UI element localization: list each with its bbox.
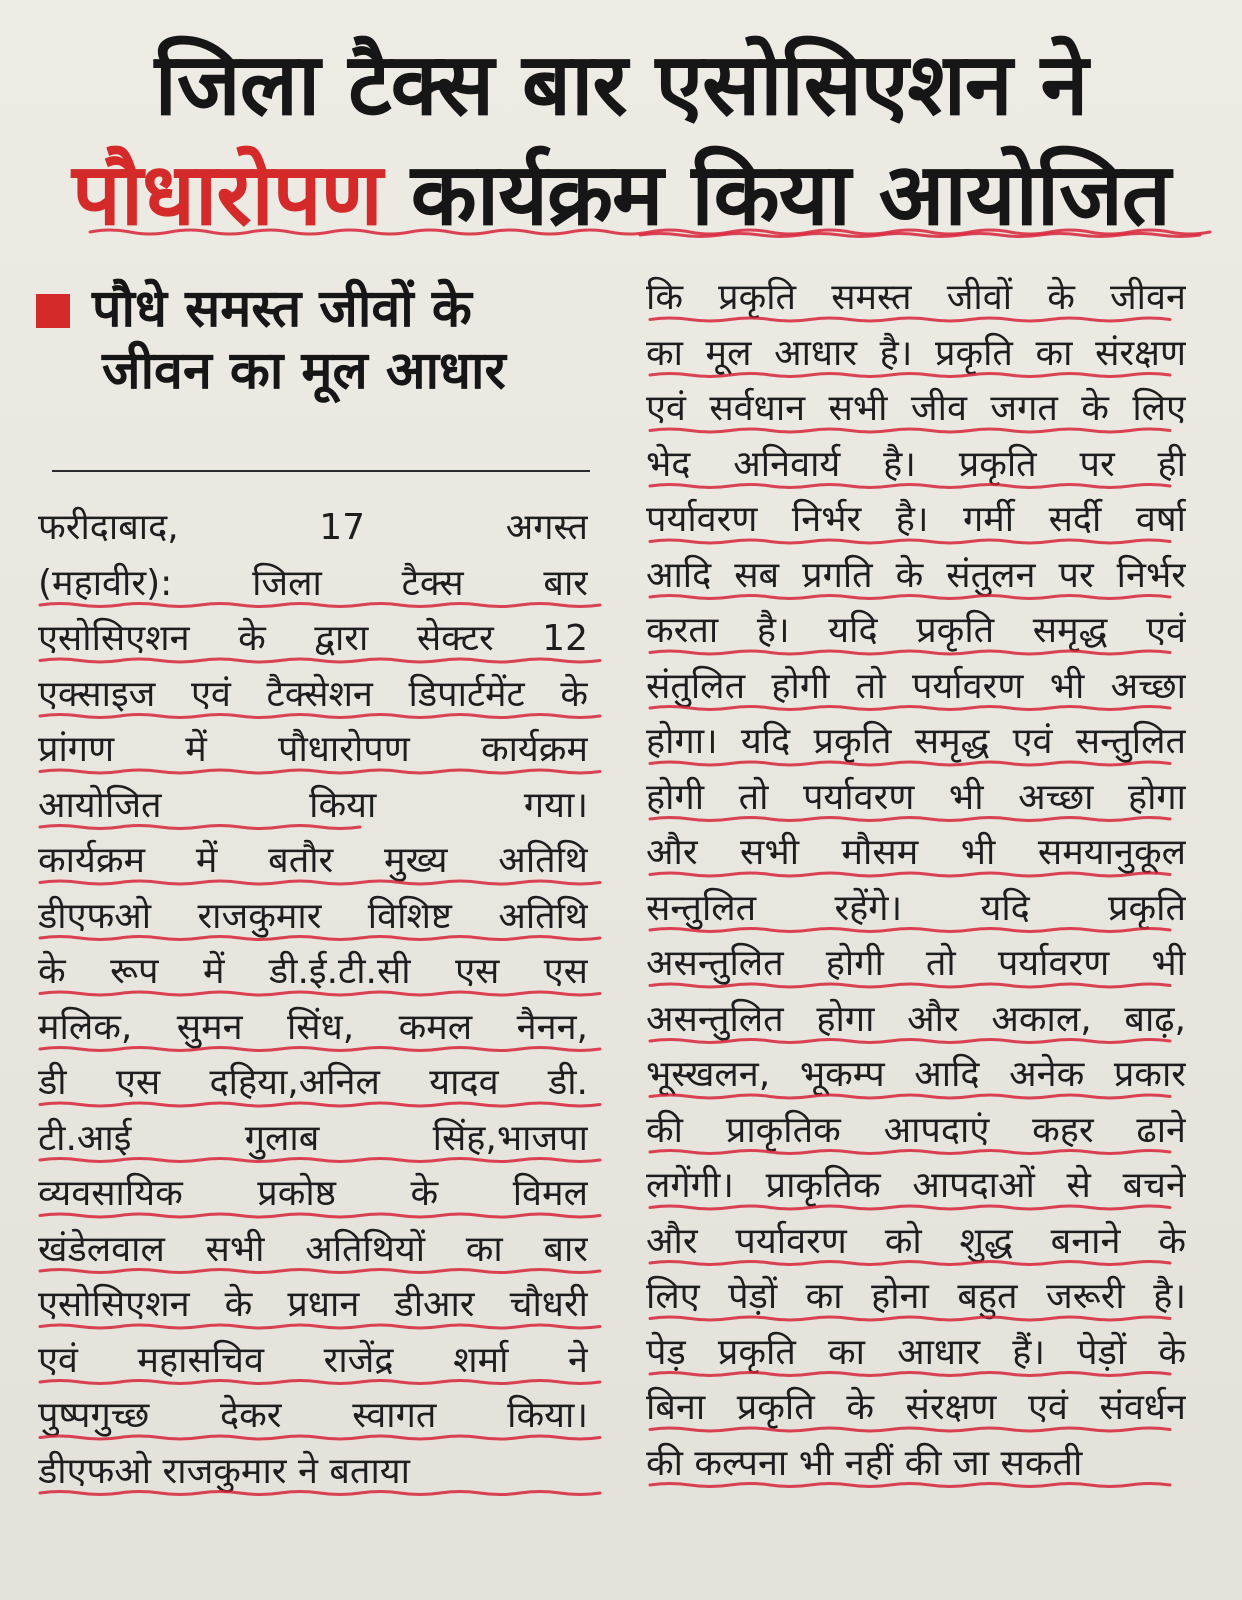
headline-line-2	[0, 140, 1242, 250]
article-line: और पर्यावरण को शुद्ध बनाने के	[646, 1220, 1186, 1262]
article-line: व्यवसायिक प्रकोष्ठ के विमल	[38, 1173, 588, 1214]
article-line: डीएफओ राजकुमार ने बताया	[38, 1450, 410, 1492]
article-line: (महावीर): जिला टैक्स बार	[38, 562, 588, 604]
article-line: खंडेलवाल सभी अतिथियों का बार	[38, 1228, 588, 1270]
article-line: होगा। यदि प्रकृति समृद्ध एवं सन्तुलित	[646, 721, 1186, 762]
article-line: पर्यावरण निर्भर है। गर्मी सर्दी वर्षा	[646, 499, 1186, 540]
article-line: करता है। यदि प्रकृति समृद्ध एवं	[646, 610, 1186, 651]
article-line: आदि सब प्रगति के संतुलन पर निर्भर	[646, 554, 1186, 596]
article-line: की प्राकृतिक आपदाएं कहर ढाने	[646, 1109, 1186, 1151]
article-line: सन्तुलित रहेंगे। यदि प्रकृति	[646, 887, 1186, 929]
article-line: आयोजित किया गया।	[38, 784, 588, 826]
article-line: मलिक, सुमन सिंध, कमल नैनन,	[38, 1006, 588, 1048]
article-line: लिए पेड़ों का होना बहुत जरूरी है।	[646, 1276, 1186, 1317]
article-line: और सभी मौसम भी समयानुकूल	[646, 832, 1186, 873]
article-line: लगेंगी। प्राकृतिक आपदाओं से बचने	[646, 1165, 1186, 1206]
article-column-left	[38, 500, 588, 1499]
article-line: डीएफओ राजकुमार विशिष्ट अतिथि	[38, 895, 588, 937]
article-line: बिना प्रकृति के संरक्षण एवं संवर्धन	[646, 1387, 1186, 1428]
article-line: असन्तुलित होगा और अकाल, बाढ़,	[646, 998, 1186, 1040]
article-line: की कल्पना भी नहीं की जा सकती	[646, 1442, 1083, 1484]
article-line: के रूप में डी.ई.टी.सी एस एस	[38, 951, 588, 992]
article-line: भूस्खलन, भूकम्प आदि अनेक प्रकार	[646, 1054, 1186, 1095]
article-line: एसोसिएशन के प्रधान डीआर चौधरी	[38, 1284, 588, 1325]
subheadline-line-1: पौधे समस्त जीवों के	[92, 279, 472, 339]
headline-line-2-rest: कार्यक्रम किया आयोजित	[410, 145, 1170, 245]
article-line: प्रांगण में पौधारोपण कार्यक्रम	[38, 729, 588, 770]
subheadline	[36, 278, 596, 402]
subheadline-line-2: जीवन का मूल आधार	[102, 341, 506, 401]
article-line: होगी तो पर्यावरण भी अच्छा होगा	[646, 776, 1186, 818]
article-line: असन्तुलित होगी तो पर्यावरण भी	[646, 943, 1186, 984]
section-divider	[52, 470, 590, 472]
headline-line-1: जिला टैक्स बार एसोसिएशन ने	[154, 35, 1088, 135]
article-line: का मूल आधार है। प्रकृति का संरक्षण	[646, 332, 1186, 374]
article-line: एवं सर्वधान सभी जीव जगत के लिए	[646, 388, 1186, 429]
article-column-right	[646, 270, 1186, 1491]
article-line: टी.आई गुलाब सिंह,भाजपा	[38, 1117, 588, 1159]
article-line: एवं महासचिव राजेंद्र शर्मा ने	[38, 1339, 588, 1381]
article-line: कार्यक्रम में बतौर मुख्य अतिथि	[38, 840, 588, 881]
article-line: संतुलित होगी तो पर्यावरण भी अच्छा	[646, 665, 1186, 707]
article-line: डी एस दहिया,अनिल यादव डी.	[38, 1062, 588, 1103]
article-line: एसोसिएशन के द्वारा सेक्टर 12	[38, 618, 588, 659]
red-square-bullet-icon	[36, 294, 70, 328]
headline-highlight-word: पौधारोपण	[72, 145, 382, 245]
article-line: कि प्रकृति समस्त जीवों के जीवन	[646, 277, 1186, 318]
article-line: पुष्पगुच्छ देकर स्वागत किया।	[38, 1395, 588, 1436]
article-line: एक्साइज एवं टैक्सेशन डिपार्टमेंट के	[38, 673, 588, 715]
article-line: पेड़ प्रकृति का आधार हैं। पेड़ों के	[646, 1331, 1186, 1373]
article-line: फरीदाबाद, 17 अगस्त	[38, 507, 588, 548]
article-line: भेद अनिवार्य है। प्रकृति पर ही	[646, 443, 1186, 485]
